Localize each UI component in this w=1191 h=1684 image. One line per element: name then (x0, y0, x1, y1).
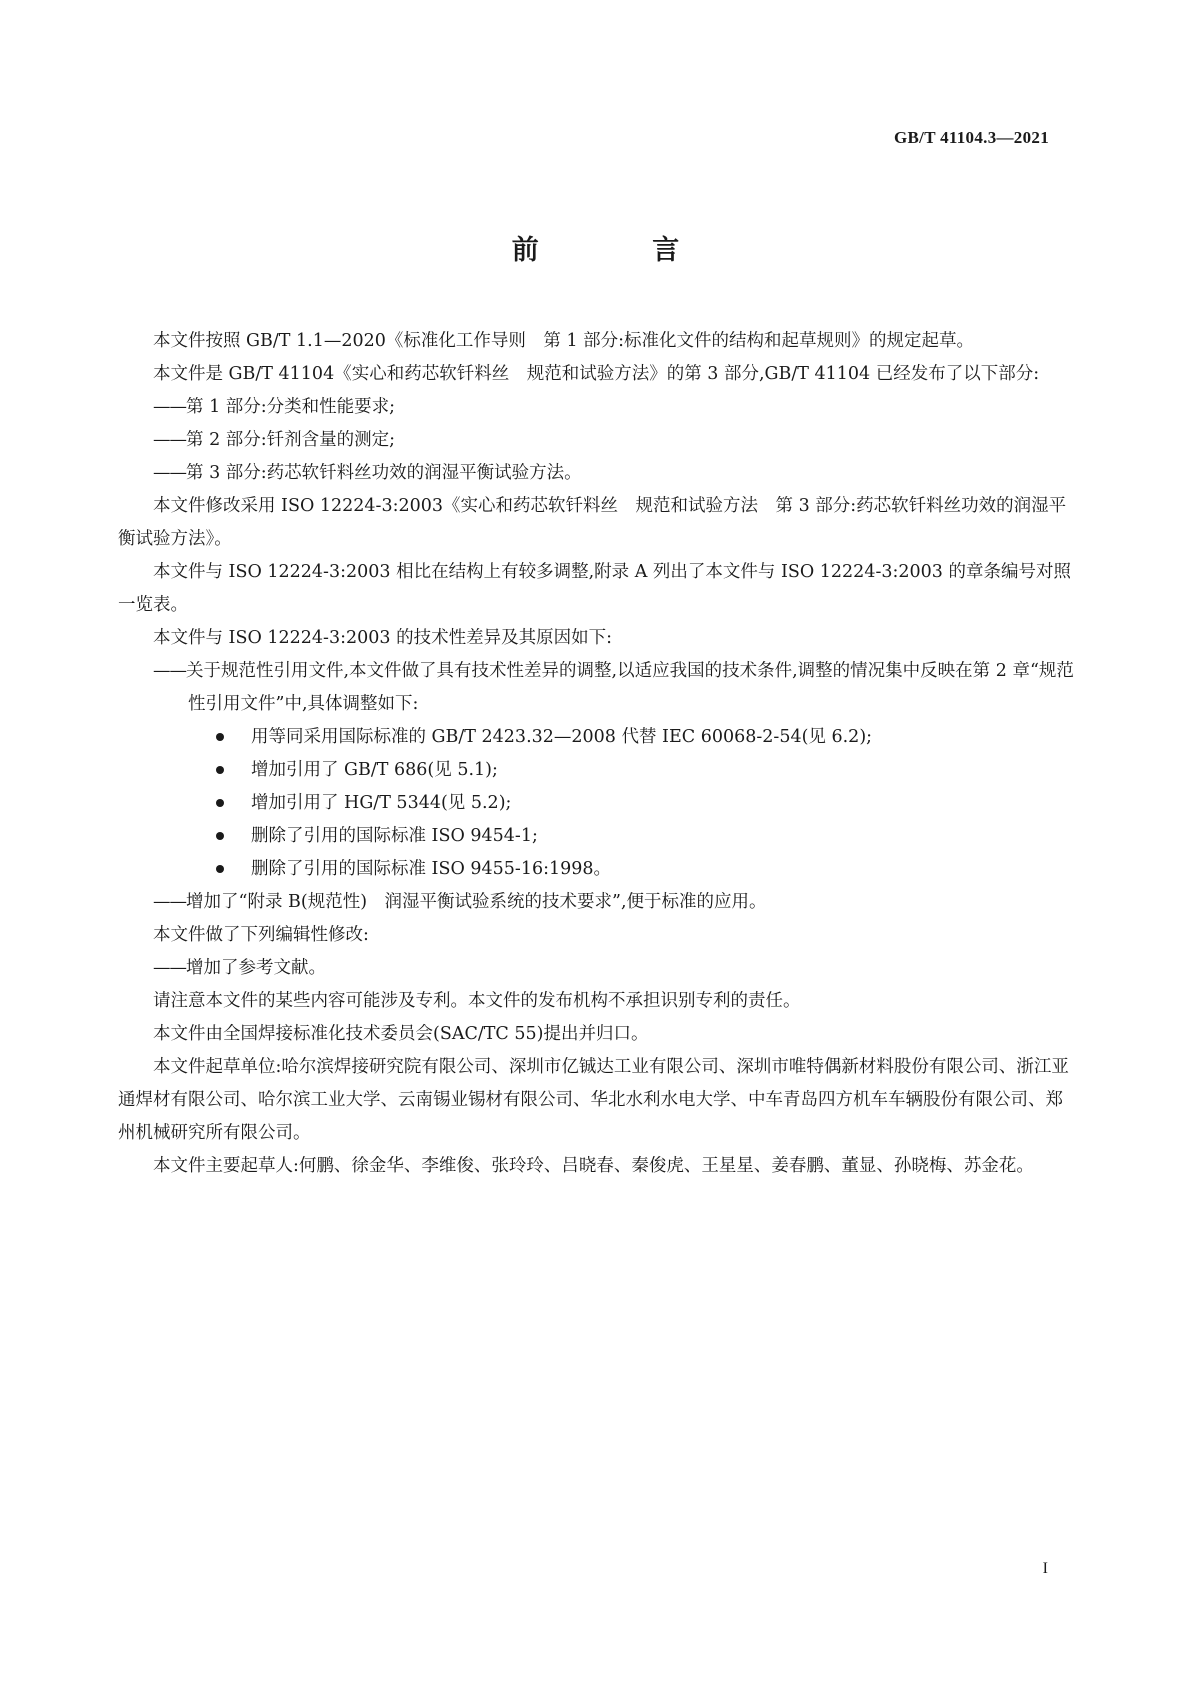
bullet-text: 用等同采用国际标准的 GB/T 2423.32—2008 代替 IEC 60068-2-54(见 6.2); (251, 727, 873, 747)
bullet-text: 增加引用了 HG/T 5344(见 5.2); (251, 793, 512, 813)
bullet-icon (216, 832, 224, 840)
dash-item-text: 增加了“附录 B(规范性) 润湿平衡试验系统的技术要求”,便于标准的应用。 (186, 892, 767, 912)
paragraph-series-parts: 本文件是 GB/T 41104《实心和药芯软钎料丝 规范和试验方法》的第 3 部分,GB/T 41104 已经发布了以下部分: (153, 364, 1040, 384)
dash-item-text: 第 2 部分:钎剂含量的测定; (186, 430, 396, 450)
dash-item-normative-references (153, 655, 1075, 721)
bullet-item (118, 754, 1075, 787)
dash-item-text: 第 1 部分:分类和性能要求; (186, 397, 396, 417)
dash-mark: —— (153, 958, 186, 978)
dash-item-text: 关于规范性引用文件,本文件做了具有技术性差异的调整,以适应我国的技术条件,调整的情况集中反映在第 2 章“规范性引用文件”中,具体调整如下: (186, 661, 1074, 714)
dash-item-bibliography (153, 952, 1075, 985)
bullet-text: 删除了引用的国际标准 ISO 9455-16:1998。 (251, 859, 612, 879)
bullet-icon (216, 799, 224, 807)
bullet-item (118, 853, 1075, 886)
paragraph-modified-adoption: 本文件修改采用 ISO 12224-3:2003《实心和药芯软钎料丝 规范和试验方法 第 3 部分:药芯软钎料丝功效的润湿平衡试验方法》。 (118, 496, 1067, 549)
bullet-icon (216, 865, 224, 873)
page-number: I (1042, 1560, 1048, 1577)
paragraph-technical-differences: 本文件与 ISO 12224-3:2003 的技术性差异及其原因如下: (153, 628, 612, 648)
paragraph-drafting-basis: 本文件按照 GB/T 1.1—2020《标准化工作导则 第 1 部分:标准化文件的结构和起草规则》的规定起草。 (153, 331, 975, 351)
dash-mark: —— (153, 661, 186, 681)
bullet-text: 删除了引用的国际标准 ISO 9454-1; (251, 826, 538, 846)
dash-mark: —— (153, 463, 186, 483)
paragraph-structure-changes: 本文件与 ISO 12224-3:2003 相比在结构上有较多调整,附录 A 列出了本文件与 ISO 12224-3:2003 的章条编号对照一览表。 (118, 562, 1071, 615)
bullet-item (118, 820, 1075, 853)
dash-mark: —— (153, 430, 186, 450)
dash-item-part3 (153, 457, 1075, 490)
bullet-item (118, 787, 1075, 820)
dash-item-part2 (153, 424, 1075, 457)
dash-mark: —— (153, 892, 186, 912)
standard-number: GB/T 41104.3—2021 (894, 128, 1049, 147)
bullet-text: 增加引用了 GB/T 686(见 5.1); (251, 760, 498, 780)
paragraph-proposer: 本文件由全国焊接标准化技术委员会(SAC/TC 55)提出并归口。 (153, 1024, 649, 1044)
dash-item-text: 增加了参考文献。 (186, 958, 326, 978)
document-body (118, 325, 1075, 1183)
paragraph-drafting-units: 本文件起草单位:哈尔滨焊接研究院有限公司、深圳市亿铖达工业有限公司、深圳市唯特偶新材料股份有限公司、浙江亚通焊材有限公司、哈尔滨工业大学、云南锡业锡材有限公司、华北水利水电大学、中车青岛四方机车车辆股份有限公司、郑州机械研究所有限公司。 (118, 1057, 1069, 1143)
dash-item-part1 (153, 391, 1075, 424)
bullet-icon (216, 766, 224, 774)
bullet-item (118, 721, 1075, 754)
page-title: 前 言 (511, 235, 732, 266)
bullet-icon (216, 733, 224, 741)
dash-item-text: 第 3 部分:药芯软钎料丝功效的润湿平衡试验方法。 (186, 463, 582, 483)
paragraph-drafters: 本文件主要起草人:何鹏、徐金华、李维俊、张玲玲、吕晓春、秦俊虎、王星星、姜春鹏、董显、孙晓梅、苏金花。 (153, 1156, 1034, 1176)
paragraph-editorial-changes: 本文件做了下列编辑性修改: (153, 925, 369, 945)
dash-mark: —— (153, 397, 186, 417)
paragraph-patent-notice: 请注意本文件的某些内容可能涉及专利。本文件的发布机构不承担识别专利的责任。 (153, 991, 801, 1011)
dash-item-annex-b (153, 886, 1075, 919)
